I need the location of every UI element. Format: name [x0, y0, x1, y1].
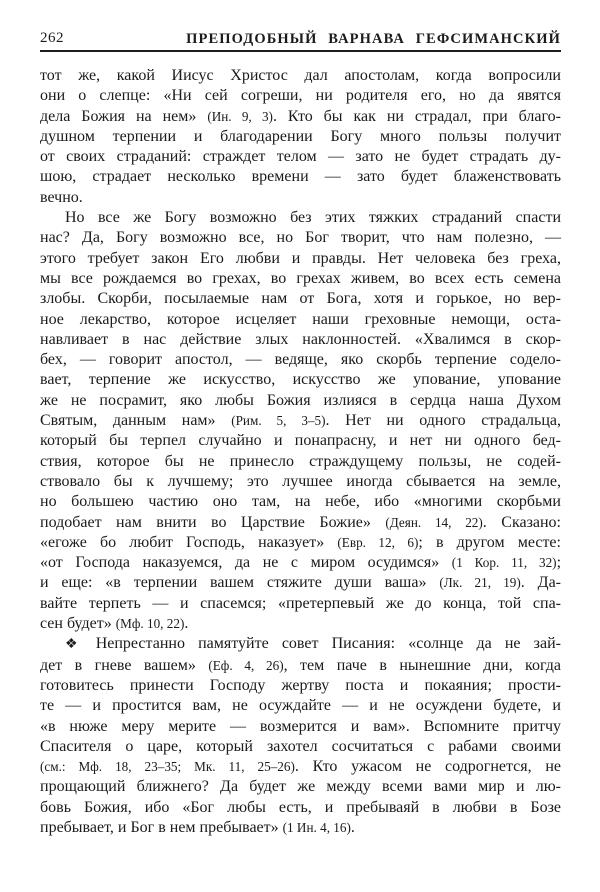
scripture-ref: (Ин. 9, 3) — [207, 108, 273, 124]
scripture-ref: (Лк. 21, 19) — [439, 575, 521, 591]
text-line: прощающий ближнего? Да будет же между всеми вами мир и лю- — [40, 778, 561, 796]
text-line: вает, терпение же искусство, искусство же упование, упование — [40, 371, 561, 389]
text-line: и еще: «в терпении вашем стяжите души ваша» (Лк. 21, 19). Да- — [40, 574, 562, 592]
text-line: пребывает, и Бог в нем пребывает» (1 Ин. 4, 16). — [40, 818, 355, 836]
text-line: злобы. Скорби, посылаемые нам от Бога, хотя и горькое, но вер- — [40, 290, 561, 308]
text-line: но большею частию оно там, на небе, ибо «многими скорбьми — [40, 493, 561, 511]
text-line: ное лекарство, которое исцеляет наши греховные немощи, оста- — [40, 310, 561, 328]
text-line: подобает нам внити во Царствие Божие» (Деян. 14, 22). Сказано: — [40, 513, 562, 531]
text-line: (см.: Мф. 18, 23–35; Мк. 11, 25–26). Кто ужасом не содрогнется, не — [40, 758, 561, 776]
scripture-ref: (Деян. 14, 22) — [385, 514, 483, 530]
text-line: те — и простится вам, не осуждайте — и не осуждени будете, и — [40, 697, 561, 715]
text-line: бех, — говорит апостол, — ведяще, яко скорбь терпение содело- — [40, 351, 561, 369]
scripture-ref: (см.: Мф. 18, 23–35; Мк. 11, 25–26) — [40, 759, 295, 775]
text-line: дет в гневе вашем» (Еф. 4, 26), тем паче в нынешние дни, когда — [40, 656, 561, 674]
text-line: тот же, какой Иисус Христос дал апостолам, когда вопросили — [40, 67, 561, 84]
text-line: они о слепце: «Ни сей согреши, ни родителя его, но да явятся — [40, 87, 561, 105]
page-header — [40, 29, 561, 49]
text-line: душном терпении и благодарении Богу много пользы получит — [40, 127, 561, 145]
diamond-marker: ❖ — [65, 637, 87, 653]
scripture-ref: (1 Кор. 11, 32) — [451, 555, 557, 571]
text-line: мы все рождаемся во грехах, во грехах живем, во всех есть семена — [40, 269, 561, 287]
text-line: нас? Да, Богу возможно все, но Бог творит, что нам полезно, — — [40, 229, 561, 247]
text-line: который бы терпел случайно и понапрасну, и нет ни одного бед- — [40, 432, 561, 450]
text-line: вайте терпеть — и спасемся; «претерпевый же до конца, той спа- — [40, 594, 561, 612]
text-line: сен будет» (Мф. 10, 22). — [40, 615, 189, 633]
text-line: «от Господа наказуемся, да не с миром осудимся» (1 Кор. 11, 32); — [40, 554, 562, 572]
text-line: «егоже бо любит Господь, наказует» (Евр. 12, 6); в другом месте: — [40, 533, 561, 551]
scripture-ref: (1 Ин. 4, 16) — [282, 819, 351, 835]
text-line: готовитесь принести Господу жертву поста и покаяния; прости- — [40, 676, 561, 694]
text-line: этого требует закон Его любви и правды. Нет человека без греха, — [40, 249, 561, 267]
header-rule — [40, 50, 561, 52]
text-line: Но все же Богу возможно без этих тяжких страданий спасти — [65, 209, 561, 227]
scripture-ref: (Рим. 5, 3–5) — [231, 413, 326, 429]
text-line: бовь Божия, ибо «Бог любы есть, и пребываяй в любви в Бозе — [40, 798, 561, 816]
text-block — [40, 66, 561, 838]
text-line: навливает в нас действие злых наклонностей. «Хвалимся в скор- — [40, 330, 561, 348]
text-line: ствия, которое бы не принесло страждущему пользы, не содей- — [40, 452, 561, 470]
text-line: Спасителя о царе, который захотел сосчитаться с рабами своими — [40, 737, 561, 755]
running-title: ПРЕПОДОБНЫЙ ВАРНАВА ГЕФСИМАНСКИЙ — [186, 31, 561, 47]
text-line: Святым, данным нам» (Рим. 5, 3–5). Нет ни одного страдальца, — [40, 412, 561, 430]
text-line: от своих страданий: страждет телом — зато не будет страдать ду- — [40, 148, 561, 166]
scripture-ref: (Еф. 4, 26) — [208, 657, 284, 673]
text-line: шою, страдает несколько времени — зато будет блаженствовать — [40, 168, 561, 186]
text-line: «в нюже меру мерите — возмерится и вам». Вспомните притчу — [40, 717, 561, 735]
scripture-ref: (Евр. 12, 6) — [337, 534, 419, 550]
page-number: 262 — [40, 30, 64, 46]
scripture-ref: (Мф. 10, 22) — [115, 616, 185, 632]
text-line: ❖ Непрестанно памятуйте совет Писания: «солнце да не зай- — [65, 635, 561, 653]
text-line: же не посрамит, яко любы Божия излияся в сердца наша Духом — [40, 391, 561, 409]
text-line: ствовало бы к лучшему; это лучшее иногда сбывается на земле, — [40, 472, 561, 490]
text-line: вечно. — [40, 188, 83, 206]
text-line: дела Божия на нем» (Ин. 9, 3). Кто бы как ни страдал, при благо- — [40, 107, 561, 125]
